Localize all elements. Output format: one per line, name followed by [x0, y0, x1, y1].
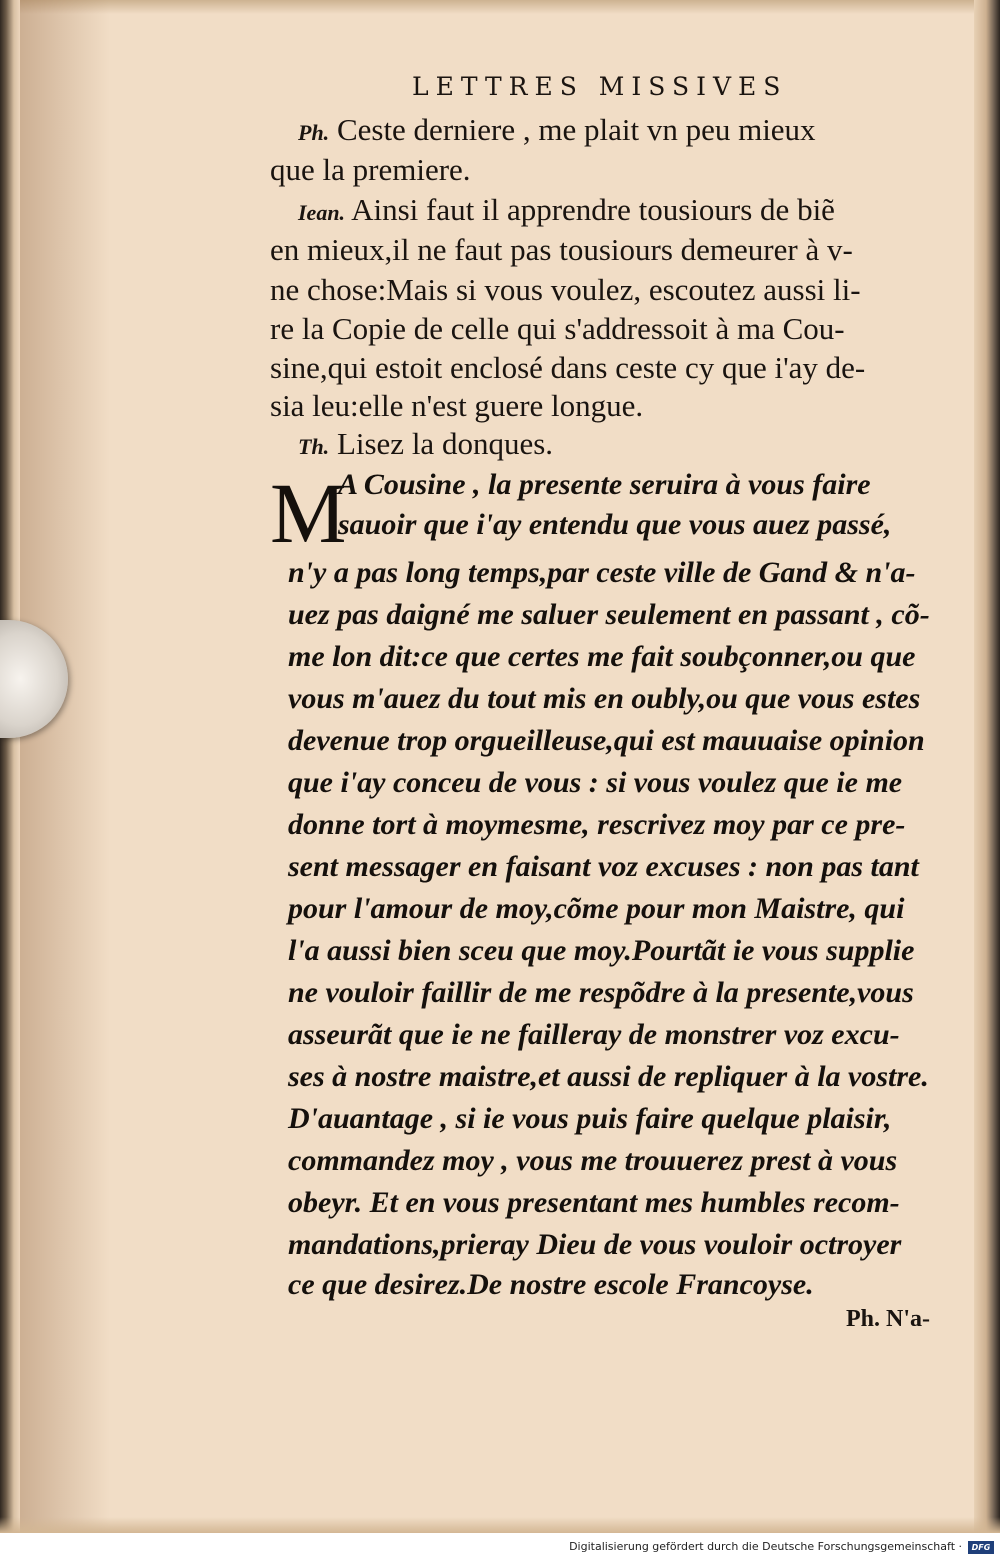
letter-line: sent messager en faisant voz excuses : non pas tant	[288, 850, 919, 883]
page-right-edge	[974, 0, 1000, 1559]
letter-line: donne tort à moymesme, rescrivez moy par ce pre-	[288, 808, 906, 841]
letter-line: n'y a pas long temps,par ceste ville de Gand & n'a-	[288, 556, 916, 589]
speaker-label: Ph.	[298, 120, 330, 145]
drop-capital: M	[270, 465, 347, 561]
dialogue-text: Ainsi faut il apprendre tousiours de biẽ	[351, 192, 835, 227]
dialogue-line	[270, 232, 853, 268]
dialogue-line	[270, 152, 471, 188]
letter-line: me lon dit:ce que certes me fait soubçonner,ou que	[288, 640, 916, 673]
letter-line: mandations,prieray Dieu de vous vouloir octroyer	[288, 1228, 902, 1261]
letter-line: asseurãt que ie ne failleray de monstrer voz excu-	[288, 1018, 900, 1051]
page-gutter-shadow	[20, 0, 110, 1559]
dialogue-text: sine,qui estoit enclosé dans ceste cy que i'ay de-	[270, 350, 866, 385]
dialogue-line	[270, 311, 845, 347]
dialogue-text: re la Copie de celle qui s'addressoit à ma Cou-	[270, 311, 845, 346]
dialogue-text: Ceste derniere , me plait vn peu mieux	[336, 112, 816, 147]
dialogue-text: sia leu:elle n'est guere longue.	[270, 388, 644, 423]
running-head: LETTRES MISSIVES	[412, 72, 788, 101]
letter-line: l'a aussi bien sceu que moy.Pourtãt ie vous supplie	[288, 934, 915, 967]
letter-line: A Cousine , la presente seruira à vous faire	[338, 468, 871, 501]
dialogue-text: ne chose:Mais si vous voulez, escoutez aussi li-	[270, 272, 861, 307]
letter-line: commandez moy , vous me trouuerez prest à vous	[288, 1144, 898, 1177]
dialogue-line	[270, 350, 865, 386]
letter-line: que i'ay conceu de vous : si vous voulez que ie me	[288, 766, 903, 799]
page-top-edge	[0, 0, 1000, 14]
dfg-logo: DFG	[968, 1541, 994, 1554]
letter-line: obeyr. Et en vous presentant mes humbles recom-	[288, 1186, 900, 1219]
letter-line: pour l'amour de moy,cõme pour mon Maistre, qui	[288, 892, 905, 925]
letter-line: vous m'auez du tout mis en oubly,ou que vous estes	[288, 682, 921, 715]
dialogue-text: Lisez la donques.	[336, 426, 554, 461]
speaker-label: Th.	[298, 434, 330, 459]
dialogue-line	[270, 388, 643, 424]
letter-line: ne vouloir faillir de me respõdre à la presente,vous	[288, 976, 914, 1009]
letter-line: devenue trop orgueilleuse,qui est mauuaise opinion	[288, 724, 925, 757]
dialogue-line	[270, 272, 861, 308]
page-bottom-edge	[0, 1517, 1000, 1533]
dialogue-text: que la premiere.	[270, 152, 471, 187]
letter-line: ce que desirez.De nostre escole Francoyse.	[288, 1268, 814, 1301]
speaker-label: Iean.	[298, 200, 346, 225]
dialogue-line	[298, 112, 816, 148]
dialogue-text: en mieux,il ne faut pas tousiours demeurer à v-	[270, 232, 853, 267]
book-binding-edge	[0, 0, 20, 1559]
letter-line: uez pas daigné me saluer seulement en passant , cõ-	[288, 598, 930, 631]
letter-line: sauoir que i'ay entendu que vous auez passé,	[338, 508, 892, 541]
digitization-footer	[0, 1533, 1000, 1559]
footer-credit: Digitalisierung gefördert durch die Deutsche Forschungsgemeinschaft ·	[569, 1540, 962, 1553]
dialogue-line	[298, 426, 553, 462]
dialogue-line	[298, 192, 835, 228]
letter-line: ses à nostre maistre,et aussi de repliquer à la vostre.	[288, 1060, 929, 1093]
catchword: Ph. N'a-	[846, 1306, 930, 1332]
letter-line: D'auantage , si ie vous puis faire quelque plaisir,	[288, 1102, 892, 1135]
